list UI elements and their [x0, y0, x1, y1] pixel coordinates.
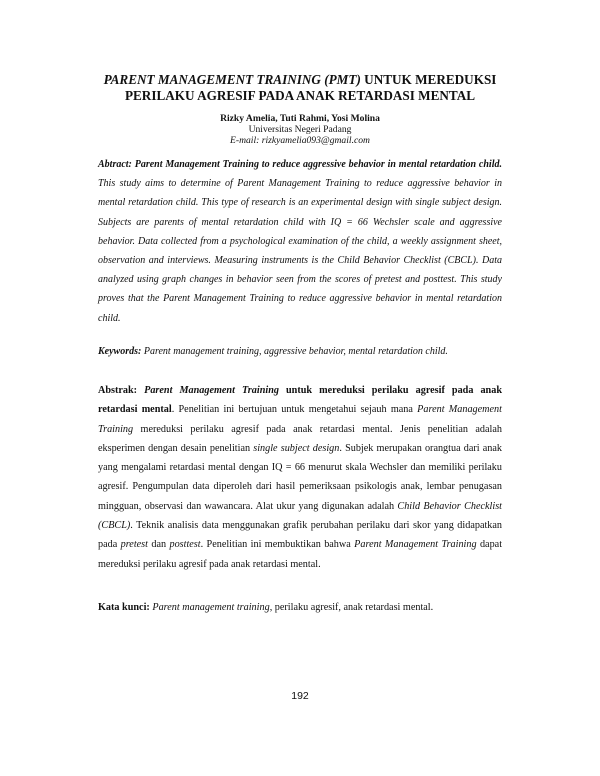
abstrak-text-4: . Teknik analisis data menggunakan grafik perubahan perilaku dari skor yang didapatkan pada — [98, 520, 502, 551]
keywords-english-label: Keywords: — [98, 346, 142, 357]
keywords-indonesian — [98, 601, 502, 615]
abstract-english-body: This study aims to determine of Parent Management Training to reduce aggressive behavior in mental retardation child. This type of research is an experimental design with single subject design. Subjects are parents of mental retardation child with IQ = 66 Wechsler scale and aggressive behavior. Data collected from a psychological examination of the child, a weekly assignment sheet, observation and interviews. Measuring instruments is the Child Behavior Checklist (CBCL). Data analyzed using graph changes in behavior seen from the scores of pretest and posttest. This study proves that the Parent Management Training to reduce aggressive behavior in mental retardation child. — [98, 178, 502, 324]
title-line2: PERILAKU AGRESIF PADA ANAK RETARDASI MENTAL — [124, 88, 476, 103]
abstrak-label: Abstrak: — [98, 385, 145, 396]
author-email: E-mail: rizkyamelia093@gmail.com — [230, 134, 370, 146]
abstrak-lead-rest: untuk mereduksi perilaku agresif pada anak retardasi mental — [98, 385, 502, 416]
abstract-english-lead: Abtract: Parent Management Training to reduce aggressive behavior in mental retardation child. — [98, 159, 502, 170]
abstrak-text-3: . Subjek merupakan orangtua dari anak yang mengalami retardasi mental dengan IQ = 66 menurut skala Wechsler dan memiliki perilaku agresif. Pengumpulan data diperoleh dari hasil pemeriksaan psikologis anak, lembar penugasan mingguan, observasi dan wawancara. Alat ukur yang digunakan adalah — [98, 442, 502, 512]
abstrak-pmt-3: Parent Management Training — [354, 539, 477, 551]
abstract-indonesian — [98, 381, 502, 574]
abstrak-pmt: Parent Management Training — [144, 385, 279, 396]
keywords-english-text: Parent management training, aggressive behavior, mental retardation child. — [141, 346, 448, 357]
abstrak-text-2: mereduksi perilaku agresif pada anak retardasi mental. Jenis penelitian adalah eksperimen dengan desain penelitian — [98, 423, 502, 454]
kata-kunci-italic: Parent management training — [149, 602, 270, 613]
kata-kunci-label: Kata kunci: — [98, 602, 150, 613]
page-number: 192 — [291, 690, 309, 702]
paper-title — [60, 72, 540, 104]
author-affiliation: Universitas Negeri Padang — [248, 123, 352, 135]
abstrak-cbcl: Child Behavior Checklist (CBCL) — [98, 500, 502, 532]
kata-kunci-rest: , perilaku agresif, anak retardasi mental. — [269, 602, 434, 613]
abstract-english — [98, 155, 502, 328]
title-rest-line1: UNTUK MEREDUKSI — [360, 72, 497, 87]
abstrak-design: single subject design — [253, 442, 340, 454]
abstrak-text-1: . Penelitian ini bertujuan untuk mengetahui sejauh mana — [171, 404, 418, 416]
keywords-english — [98, 345, 502, 359]
abstrak-text-5: . Penelitian ini membuktikan bahwa — [200, 539, 355, 551]
author-names: Rizky Amelia, Tuti Rahmi, Yosi Molina — [220, 113, 380, 124]
abstrak-text-6: dapat mereduksi perilaku agresif pada anak retardasi mental. — [98, 539, 503, 570]
title-italic-part: PARENT MANAGEMENT TRAINING (PMT) — [103, 72, 361, 87]
author-block — [60, 114, 540, 146]
abstrak-posttest: posttest — [169, 539, 201, 551]
abstrak-pmt-2: Parent Management Training — [98, 404, 502, 435]
abstrak-pretest: pretest — [120, 539, 148, 551]
abstrak-dan: dan — [147, 539, 170, 551]
